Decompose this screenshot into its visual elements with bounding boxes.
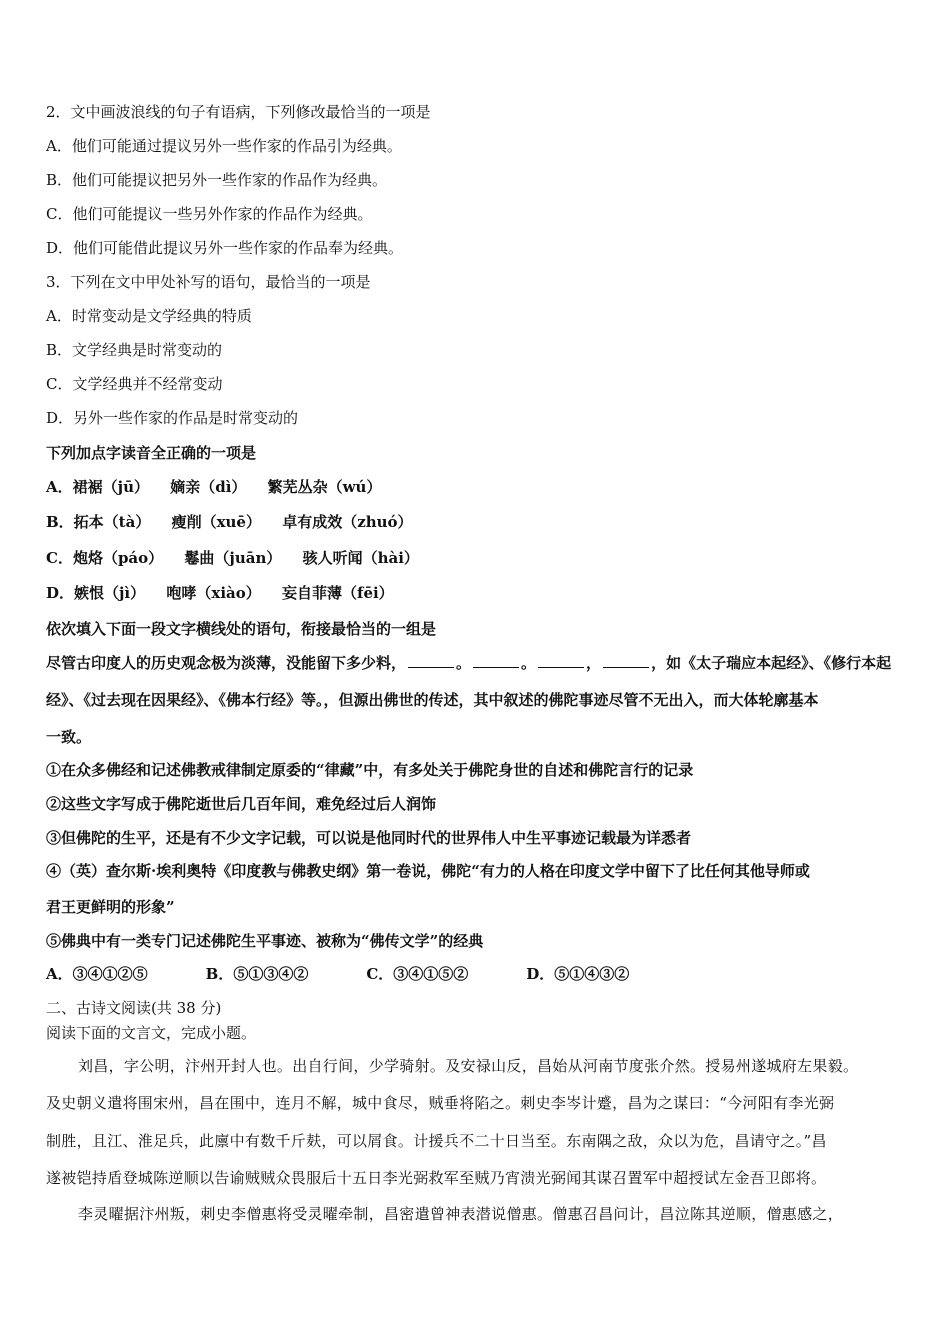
fill-options: [46, 964, 910, 984]
q3-option-a: A．时常变动是文学经典的特质: [46, 307, 252, 325]
pron-a-2: 嫡亲（dì）: [170, 478, 247, 496]
answer-blank-2[interactable]: [473, 653, 519, 668]
fill-option-b: B．⑤①③④②: [205, 965, 309, 983]
classical-text-line-1: 刘昌，字公明，汴州开封人也。出自行间，少学骑射。及安禄山反，昌始从河南节度张介然。授易州遂城府左果毅。: [78, 1057, 859, 1075]
pron-a-3: 繁芜丛杂（wú）: [267, 478, 382, 496]
pron-c-3: 骇人听闻（hài）: [302, 549, 419, 567]
fill-option-d: D．⑤①④③②: [526, 965, 630, 983]
classical-text-line-2: 及史朝义遣将围宋州，昌在围中，连月不解，城中食尽，贼垂将陷之。刺史李岑计蹙，昌为之谋曰：“今河阳有李光弼: [46, 1094, 835, 1112]
pron-stem: 下列加点字读音全正确的一项是: [46, 444, 257, 462]
pron-option-d: [46, 583, 910, 603]
section-intro: 阅读下面的文言文，完成小题。: [46, 1024, 257, 1042]
fill-option-c: C．③④①⑤②: [366, 965, 469, 983]
sentence-4-line-1: ④（英）查尔斯·埃利奥特《印度教与佛教史纲》第一卷说，佛陀“有力的人格在印度文学中留下了比任何其他导师或: [46, 862, 810, 880]
fill-passage-line-2: 经》、《过去现在因果经》、《佛本行经》等。，但源出佛世的传述，其中叙述的佛陀事迹尽管不无出入，而大体轮廓基本: [46, 691, 819, 709]
blank-separator-2: 。: [521, 654, 537, 672]
q2-option-d: D．他们可能借此提议另外一些作家的作品奉为经典。: [46, 239, 404, 257]
classical-text-line-4: 遂被铠持盾登城陈逆顺以告谕贼贼众畏服后十五日李光弼救军至贼乃宵溃光弼闻其谋召置军中超授试左金吾卫郎将。: [46, 1169, 827, 1187]
pron-c-1: C．炮烙（páo）: [46, 549, 164, 567]
sentence-2: ②这些文字写成于佛陀逝世后几百年间，难免经过后人润饰: [46, 795, 437, 813]
pron-b-3: 卓有成效（zhuó）: [282, 513, 413, 531]
sentence-5: ⑤佛典中有一类专门记述佛陀生平事迹、被称为“佛传文学”的经典: [46, 932, 484, 950]
blank-separator-1: 。: [456, 654, 472, 672]
pron-option-c: [46, 548, 910, 568]
answer-blank-1[interactable]: [408, 653, 454, 668]
pron-d-1: D．嫉恨（jì）: [46, 584, 146, 602]
pron-a-1: A．裙裾（jū）: [46, 478, 149, 496]
pron-d-2: 咆哮（xiào）: [166, 584, 261, 602]
q2-stem: 2．文中画波浪线的句子有语病，下列修改最恰当的一项是: [46, 103, 431, 121]
fill-passage-line-3: 一致。: [46, 728, 92, 746]
pron-d-3: 妄自菲薄（fēi）: [281, 584, 394, 602]
pron-b-1: B．拓本（tà）: [46, 513, 151, 531]
sentence-4-line-2: 君王更鲜明的形象”: [46, 898, 175, 916]
q2-option-c: C．他们可能提议一些另外作家的作品作为经典。: [46, 205, 373, 223]
classical-text-line-5: 李灵曜据汴州叛，刺史李僧惠将受灵曜牵制，昌密遣曾神表潜说僧惠。僧惠召昌问计，昌泣陈其逆顺，僧惠感之，: [78, 1205, 844, 1223]
q2-option-b: B．他们可能提议把另外一些作家的作品作为经典。: [46, 171, 388, 189]
fill-passage-part-b: ，如《太子瑞应本起经》、《修行本起: [651, 654, 892, 672]
pron-c-2: 鬈曲（juān）: [184, 549, 282, 567]
classical-text-line-3: 制胜，且江、淮足兵，此廪中有数千斤麸，可以屑食。计援兵不二十日当至。东南隅之敌，众以为危，昌请守之。”昌: [46, 1132, 827, 1150]
pron-b-2: 瘦削（xuē）: [171, 513, 261, 531]
section-heading: 二、古诗文阅读(共 38 分): [46, 999, 222, 1017]
fill-passage-part-a: 尽管古印度人的历史观念极为淡薄，没能留下多少料，: [46, 654, 407, 672]
answer-blank-3[interactable]: [538, 653, 584, 668]
q3-option-c: C．文学经典并不经常变动: [46, 375, 223, 393]
fill-stem: 依次填入下面一段文字横线处的语句，衔接最恰当的一组是: [46, 620, 437, 638]
q3-option-b: B．文学经典是时常变动的: [46, 341, 223, 359]
q2-option-a: A．他们可能通过提议另外一些作家的作品引为经典。: [46, 137, 402, 155]
sentence-1: ①在众多佛经和记述佛教戒律制定原委的“律藏”中，有多处关于佛陀身世的自述和佛陀言行的记录: [46, 761, 694, 779]
sentence-3: ③但佛陀的生平，还是有不少文字记载，可以说是他同时代的世界伟人中生平事迹记载最为详悉者: [46, 829, 692, 847]
q3-option-d: D．另外一些作家的作品是时常变动的: [46, 409, 299, 427]
pron-option-b: [46, 512, 910, 532]
pron-option-a: [46, 477, 910, 497]
fill-option-a: A．③④①②⑤: [46, 965, 148, 983]
blank-separator-3: ，: [586, 654, 602, 672]
q3-stem: 3．下列在文中甲处补写的语句，最恰当的一项是: [46, 273, 371, 291]
fill-passage-line-1: [46, 653, 910, 673]
answer-blank-4[interactable]: [603, 653, 649, 668]
